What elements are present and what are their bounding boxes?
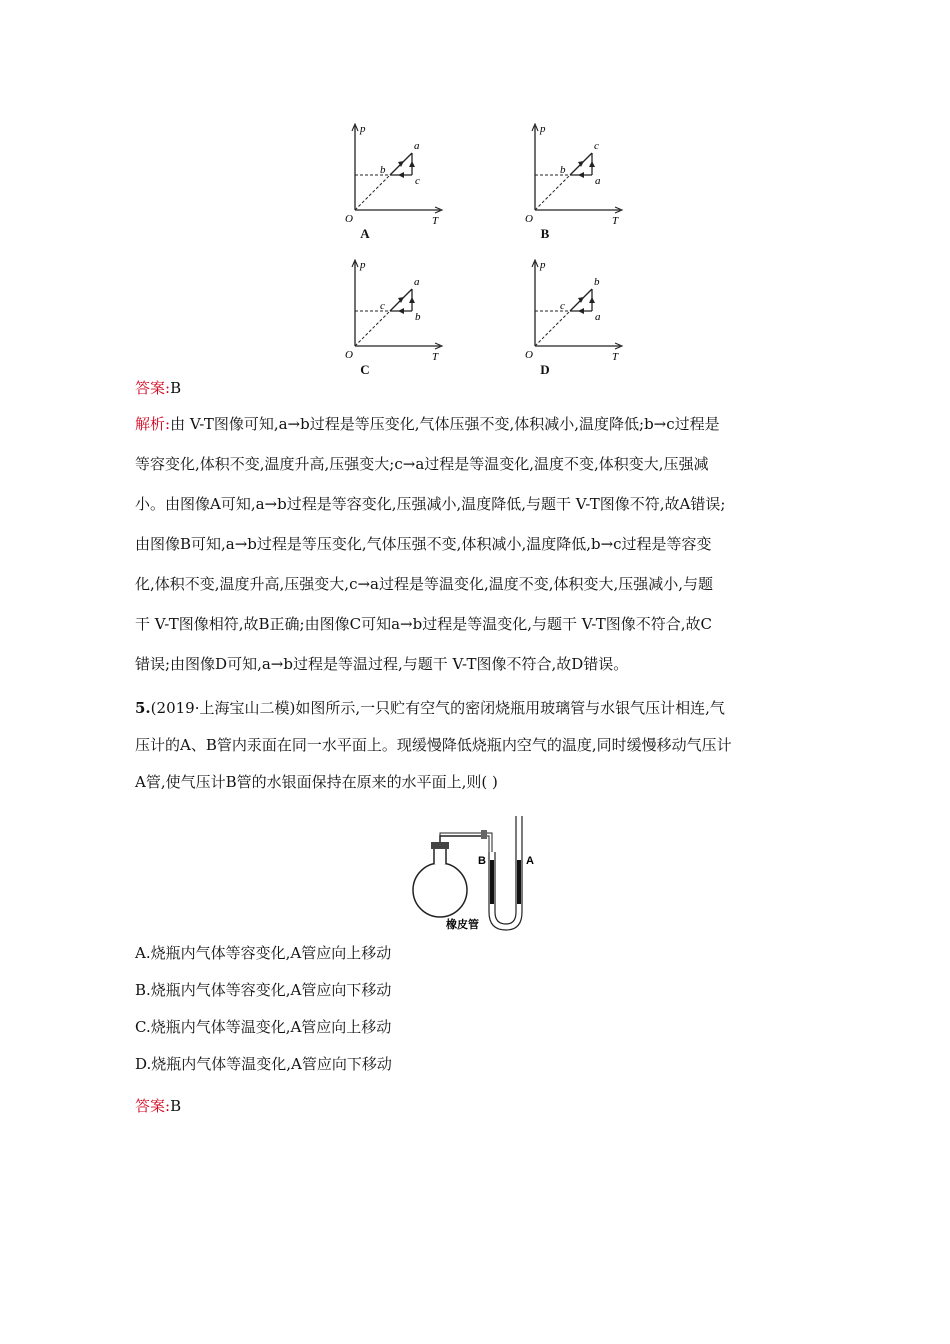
analysis xyxy=(135,404,825,684)
analysis-line: 解析:由 V-T图像可知,a→b过程是等压变化,气体压强不变,体积减小,温度降低;b→c过程是 xyxy=(135,415,720,433)
arrow xyxy=(409,161,415,167)
graph-b xyxy=(510,118,630,241)
analysis-label: 解析: xyxy=(135,415,171,433)
x-axis-label: T xyxy=(612,215,619,227)
graph-d-svg xyxy=(510,254,630,374)
y-axis-label: p xyxy=(360,259,366,271)
point-label-left: b xyxy=(560,164,566,176)
graph-d xyxy=(510,254,630,377)
hose-label: 橡皮管 xyxy=(446,918,479,931)
graph-caption: D xyxy=(540,362,550,377)
tube-a-label: A xyxy=(526,855,534,867)
graph-c xyxy=(330,254,450,377)
options xyxy=(135,938,392,1086)
origin-label: O xyxy=(345,213,353,225)
dashed-line xyxy=(535,175,570,210)
y-axis-label: p xyxy=(540,259,546,271)
point-label-top: a xyxy=(414,140,420,152)
answer-1 xyxy=(135,378,181,398)
graph-c-svg xyxy=(330,254,450,374)
arrow xyxy=(409,297,415,303)
analysis-line: 由图像B可知,a→b过程是等压变化,气体压强不变,体积减小,温度降低,b→c过程是等容变 xyxy=(135,535,712,553)
question-line: A管,使气压计B管的水银面保持在原来的水平面上,则( ) xyxy=(135,773,498,791)
y-axis-label: p xyxy=(360,123,366,135)
tube-b-label: B xyxy=(478,855,486,867)
answer-value: B xyxy=(170,379,182,397)
analysis-line: 错误;由图像D可知,a→b过程是等温过程,与题干 V-T图像不符合,故D错误。 xyxy=(135,655,629,673)
answer-2 xyxy=(135,1096,181,1116)
question-number: 5. xyxy=(135,699,151,717)
point-label-top: c xyxy=(594,140,599,152)
arrow xyxy=(589,297,595,303)
analysis-line: 化,体积不变,温度升高,压强变大,c→a过程是等温变化,温度不变,体积变大,压强减小,与题 xyxy=(135,575,714,593)
glass-tube-left xyxy=(440,836,482,842)
point-label-left: b xyxy=(380,164,386,176)
option-d: D.烧瓶内气体等温变化,A管应向下移动 xyxy=(135,1055,392,1073)
answer-label: 答案: xyxy=(135,1097,171,1115)
point-label-bottom: a xyxy=(595,311,601,323)
flask-neck xyxy=(434,848,446,864)
graph-grid xyxy=(320,118,640,378)
question-line: 5.(2019·上海宝山二模)如图所示,一只贮有空气的密闭烧瓶用玻璃管与水银气压计相连,气 xyxy=(135,699,725,717)
arrow xyxy=(398,172,404,178)
answer-label: 答案: xyxy=(135,379,171,397)
graph-a-svg xyxy=(330,118,450,238)
rubber-hose xyxy=(489,904,522,930)
arrow xyxy=(578,308,584,314)
point-label-top: a xyxy=(414,276,420,288)
answer-value: B xyxy=(170,1097,182,1115)
option-b: B.烧瓶内气体等容变化,A管应向下移动 xyxy=(135,981,392,999)
origin-label: O xyxy=(525,349,533,361)
analysis-line: 等容变化,体积不变,温度升高,压强变大;c→a过程是等温变化,温度不变,体积变大,压强减 xyxy=(135,455,709,473)
point-label-left: c xyxy=(560,300,565,312)
flask-bulb xyxy=(413,863,467,917)
analysis-line: 小。由图像A可知,a→b过程是等容变化,压强减小,温度降低,与题干 V-T图像不符,故A错误; xyxy=(135,495,726,513)
origin-label: O xyxy=(345,349,353,361)
dashed-line xyxy=(355,311,390,346)
apparatus-figure xyxy=(410,812,545,937)
x-axis-label: T xyxy=(432,351,439,363)
x-axis-label: T xyxy=(612,351,619,363)
mercury-b xyxy=(490,860,494,904)
graph-a xyxy=(330,118,450,241)
question-5 xyxy=(135,690,825,801)
option-c: C.烧瓶内气体等温变化,A管应向上移动 xyxy=(135,1018,392,1036)
option-a: A.烧瓶内气体等容变化,A管应向上移动 xyxy=(135,944,392,962)
dashed-line xyxy=(535,311,570,346)
graph-caption: B xyxy=(540,226,550,241)
origin-label: O xyxy=(525,213,533,225)
arrow xyxy=(398,308,404,314)
graph-caption: C xyxy=(360,362,370,377)
y-axis-label: p xyxy=(540,123,546,135)
dashed-line xyxy=(355,175,390,210)
connector xyxy=(481,830,487,839)
graph-b-svg xyxy=(510,118,630,238)
arrow xyxy=(589,161,595,167)
point-label-bottom: b xyxy=(415,311,421,323)
analysis-line: 干 V-T图像相符,故B正确;由图像C可知a→b过程是等温变化,与题干 V-T图像不符合,故C xyxy=(135,615,712,633)
graph-caption: A xyxy=(360,226,370,241)
point-label-bottom: c xyxy=(415,175,420,187)
flask-manometer-diagram xyxy=(410,812,545,937)
arrow xyxy=(578,172,584,178)
stopper xyxy=(431,842,449,849)
x-axis-label: T xyxy=(432,215,439,227)
point-label-left: c xyxy=(380,300,385,312)
question-line: 压计的A、B管内汞面在同一水平面上。现缓慢降低烧瓶内空气的温度,同时缓慢移动气压计 xyxy=(135,736,732,754)
mercury-a xyxy=(517,860,521,904)
point-label-bottom: a xyxy=(595,175,601,187)
point-label-top: b xyxy=(594,276,600,288)
